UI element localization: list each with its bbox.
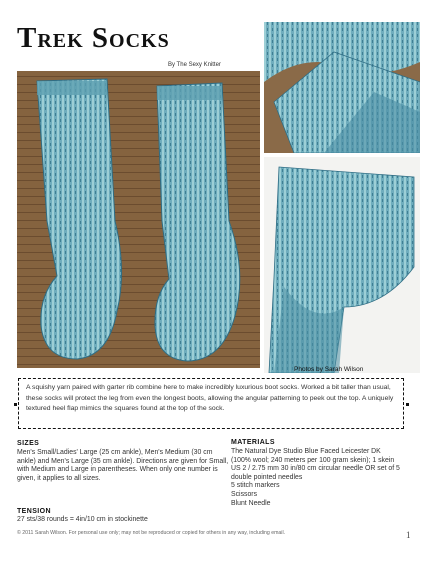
- sizes-text: Men's Small/Ladies' Large (25 cm ankle), Men's Medium (30 cm ankle) and Men's Large (35 cm ankle). Directions are given for Small, with Medium and Large in parentheses. When only one number is given, it applies to all sizes.: [17, 449, 229, 482]
- materials-line: The Natural Dye Studio Blue Faced Leicester DK: [231, 448, 381, 455]
- materials-line: US 2 / 2.75 mm 30 in/80 cm circular needle OR set of 5: [231, 465, 400, 473]
- intro-box-corner: [14, 403, 17, 406]
- byline: By The Sexy Knitter: [168, 62, 221, 68]
- socks-photo: [17, 71, 260, 368]
- materials-line: Scissors: [231, 490, 258, 498]
- intro-text: A squishy yarn paired with garter rib combine here to make incredibly luxurious boot socks. Worked a bit taller than usual, these socks will protect the leg from even the longest boots, allowing the angular patterning to peek out the top. A uniquely textured heel flap mimics the squares found at the top of the sock.: [18, 378, 404, 429]
- materials-line: (100% wool; 240 meters per 100 gram skein); 1 skein: [231, 456, 395, 464]
- heel-closeup-photo: [264, 157, 420, 373]
- photo-credit: Photos by Sarah Wilson: [294, 366, 364, 373]
- intro-box-corner: [406, 403, 409, 406]
- materials-list: [231, 448, 421, 508]
- tension-heading: TENSION: [17, 508, 51, 515]
- sizes-heading: SIZES: [17, 440, 40, 447]
- pattern-title: Trek Socks: [17, 22, 170, 54]
- materials-line: Blunt Needle: [231, 499, 271, 507]
- cuff-closeup-photo: [264, 22, 420, 153]
- copyright-footer: © 2011 Sarah Wilson. For personal use only; may not be reproduced or copied for others in any way, including email.: [17, 530, 286, 536]
- page-number: 1: [406, 530, 411, 540]
- materials-heading: MATERIALS: [231, 439, 275, 446]
- tension-text: 27 sts/38 rounds = 4in/10 cm in stockinette: [17, 516, 148, 523]
- materials-line: double pointed needles: [231, 473, 303, 481]
- materials-line: 5 stitch markers: [231, 482, 280, 490]
